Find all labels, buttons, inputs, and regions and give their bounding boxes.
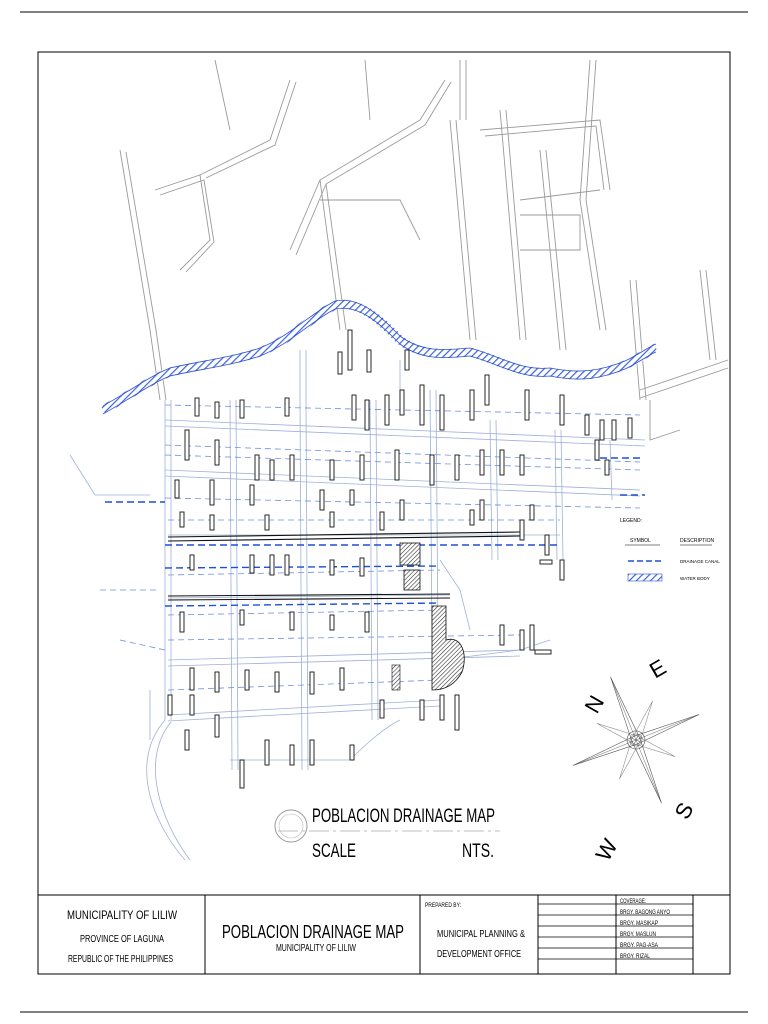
coverage-label: COVERAGE:: [620, 899, 647, 905]
coverage-item: BRGY. MASIKAP: [620, 921, 658, 927]
plaza-areas: [392, 543, 464, 690]
coverage-item: BRGY. MASLUN: [620, 932, 656, 938]
municipality-name: MUNICIPALITY OF LILIW: [67, 908, 178, 922]
legend-symbol-header: SYMBOL: [630, 538, 651, 544]
poblacion-street-grid: [70, 350, 645, 860]
compass-rose: [547, 651, 724, 828]
title-block-subtitle: MUNICIPALITY OF LILIW: [276, 943, 357, 954]
compass-n-label: N: [579, 691, 610, 718]
map-title-block: [275, 806, 500, 862]
coverage-item: BRGY. RIZAL: [620, 954, 651, 960]
primary-drainage-canals: [105, 458, 645, 606]
road-network-north: [120, 60, 728, 440]
water-body-river: [103, 304, 656, 410]
legend-heading: LEGEND:: [620, 518, 642, 524]
scale-value: NTS.: [462, 841, 494, 862]
compass-s-label: S: [669, 798, 699, 824]
map-title: POBLACION DRAINAGE MAP: [312, 806, 495, 827]
province-name: PROVINCE OF LAGUNA: [80, 934, 165, 945]
compass-w-label: W: [590, 834, 623, 866]
republic-name: REPUBLIC OF THE PHILIPPINES: [68, 954, 174, 965]
legend-water-body-symbol: [628, 574, 662, 581]
office-line-2: DEVELOPMENT OFFICE: [437, 949, 522, 960]
compass-e-label: E: [645, 654, 671, 684]
coverage-item: BRGY. PAG-ASA: [620, 943, 658, 949]
map-legend: [620, 518, 720, 581]
legend-drainage-label: DRAINAGE CANAL: [680, 559, 720, 564]
legend-description-header: DESCRIPTION: [680, 538, 715, 544]
legend-water-body-label: WATER BODY: [680, 576, 710, 581]
title-block-main-title: POBLACION DRAINAGE MAP: [222, 922, 404, 942]
scale-label: SCALE: [312, 841, 356, 862]
office-line-1: MUNICIPAL PLANNING &: [437, 929, 526, 940]
prepared-by-label: PREPARED BY:: [425, 903, 462, 909]
coverage-item: BRGY. BAGONG ANYO: [620, 910, 671, 916]
